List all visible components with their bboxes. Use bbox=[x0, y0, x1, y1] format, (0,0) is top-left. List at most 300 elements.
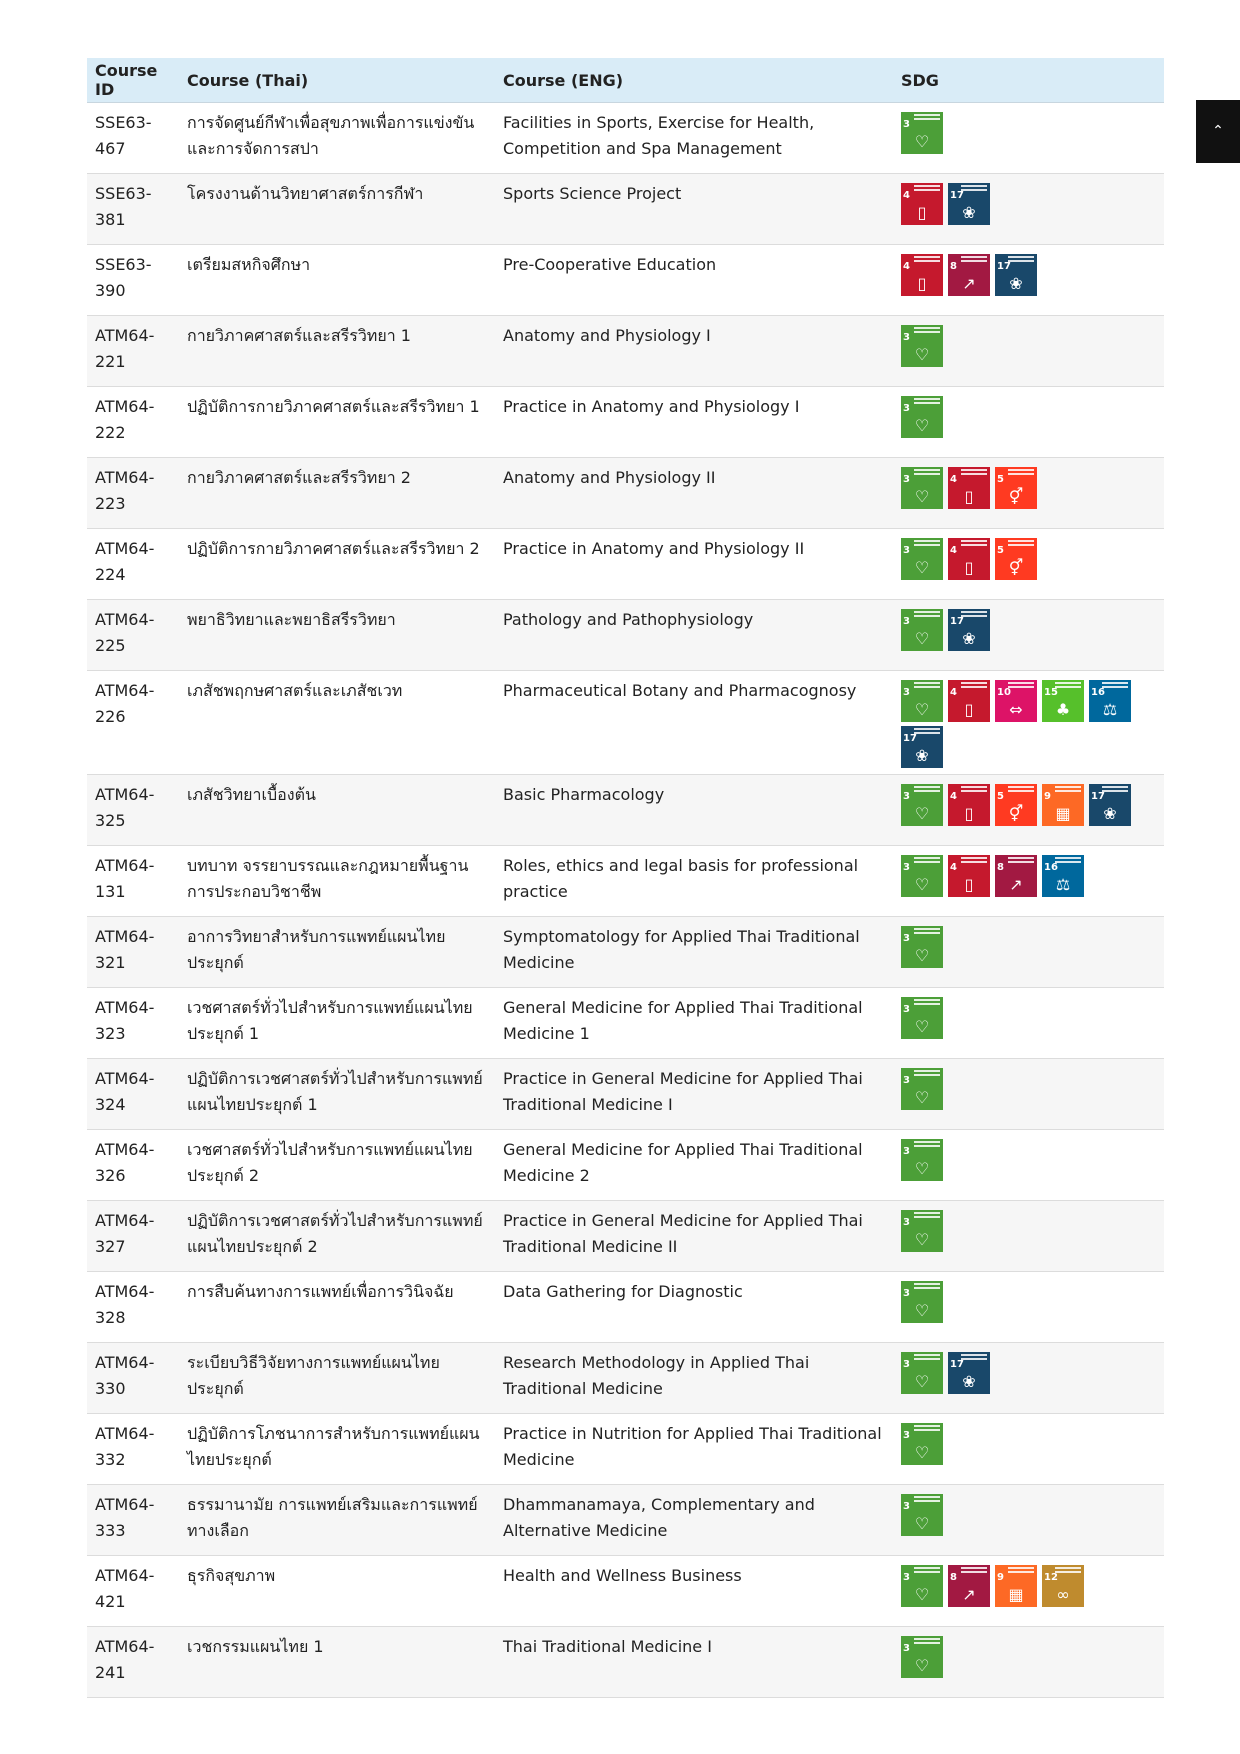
cubes-icon: ▦ bbox=[1008, 1585, 1024, 1604]
course-thai-cell: บทบาท จรรยาบรรณและกฎหมายพื้นฐานการประกอบวิชาชีพ bbox=[179, 846, 495, 917]
course-id-cell: ATM64-333 bbox=[87, 1485, 179, 1556]
course-table-container bbox=[87, 58, 1164, 1698]
course-thai-cell: เตรียมสหกิจศึกษา bbox=[179, 245, 495, 316]
sdg-number: 4 bbox=[950, 687, 957, 698]
sdg-number: 4 bbox=[950, 474, 957, 485]
sdg-caption-lines bbox=[1008, 786, 1034, 792]
course-eng-cell: Anatomy and Physiology I bbox=[495, 316, 893, 387]
course-table bbox=[87, 58, 1164, 1698]
course-id-cell: SSE63-390 bbox=[87, 245, 179, 316]
heartbeat-icon: ♡ bbox=[914, 132, 930, 151]
course-id-cell: ATM64-332 bbox=[87, 1414, 179, 1485]
course-id-cell: ATM64-328 bbox=[87, 1272, 179, 1343]
sdg-icon-list bbox=[901, 538, 1131, 580]
course-eng-cell: Data Gathering for Diagnostic bbox=[495, 1272, 893, 1343]
course-thai-cell: เภสัชพฤกษศาสตร์และเภสัชเวท bbox=[179, 671, 495, 775]
sdg-caption-lines bbox=[914, 256, 940, 262]
book-icon: ▯ bbox=[964, 875, 974, 894]
course-id-cell: ATM64-241 bbox=[87, 1627, 179, 1698]
chevron-up-icon: ⌃ bbox=[1212, 123, 1224, 139]
course-eng-cell: General Medicine for Applied Thai Traditional Medicine 2 bbox=[495, 1130, 893, 1201]
table-row bbox=[87, 1201, 1164, 1272]
sdg-number: 9 bbox=[997, 1572, 1004, 1583]
sdg-caption-lines bbox=[914, 398, 940, 404]
gender-icon: ⚥ bbox=[1008, 487, 1024, 506]
heartbeat-icon: ♡ bbox=[914, 416, 930, 435]
sdg-icon-list bbox=[901, 609, 1131, 651]
sdg-number: 5 bbox=[997, 545, 1004, 556]
heartbeat-icon: ♡ bbox=[914, 946, 930, 965]
sdg-3-heartbeat-icon bbox=[901, 1139, 943, 1181]
sdg-17-flower-rings-icon bbox=[948, 609, 990, 651]
sdg-number: 16 bbox=[1091, 687, 1105, 698]
book-icon: ▯ bbox=[964, 558, 974, 577]
course-id-cell: ATM64-221 bbox=[87, 316, 179, 387]
book-icon: ▯ bbox=[917, 203, 927, 222]
sdg-3-heartbeat-icon bbox=[901, 467, 943, 509]
course-eng-cell: Research Methodology in Applied Thai Traditional Medicine bbox=[495, 1343, 893, 1414]
sdg-cell bbox=[893, 671, 1164, 775]
course-eng-cell: General Medicine for Applied Thai Traditional Medicine 1 bbox=[495, 988, 893, 1059]
sdg-caption-lines bbox=[914, 1496, 940, 1502]
sdg-number: 3 bbox=[903, 474, 910, 485]
sdg-3-heartbeat-icon bbox=[901, 609, 943, 651]
book-icon: ▯ bbox=[964, 700, 974, 719]
heartbeat-icon: ♡ bbox=[914, 1159, 930, 1178]
sdg-caption-lines bbox=[914, 857, 940, 863]
course-id-cell: ATM64-330 bbox=[87, 1343, 179, 1414]
course-thai-cell: ปฏิบัติการโภชนาการสำหรับการแพทย์แผนไทยประยุกต์ bbox=[179, 1414, 495, 1485]
heartbeat-icon: ♡ bbox=[914, 487, 930, 506]
course-thai-cell: เวชกรรมแผนไทย 1 bbox=[179, 1627, 495, 1698]
sdg-3-heartbeat-icon bbox=[901, 1423, 943, 1465]
sdg-caption-lines bbox=[914, 185, 940, 191]
sdg-3-heartbeat-icon bbox=[901, 680, 943, 722]
gender-icon: ⚥ bbox=[1008, 804, 1024, 823]
sdg-cell bbox=[893, 1627, 1164, 1698]
course-id-cell: ATM64-223 bbox=[87, 458, 179, 529]
course-thai-cell: ปฏิบัติการเวชศาสตร์ทั่วไปสำหรับการแพทย์แผนไทยประยุกต์ 1 bbox=[179, 1059, 495, 1130]
heartbeat-icon: ♡ bbox=[914, 558, 930, 577]
sdg-number: 17 bbox=[903, 733, 917, 744]
sdg-4-book-icon bbox=[901, 183, 943, 225]
table-body bbox=[87, 103, 1164, 1698]
course-thai-cell: กายวิภาคศาสตร์และสรีรวิทยา 2 bbox=[179, 458, 495, 529]
flower-rings-icon: ❀ bbox=[962, 1372, 976, 1391]
table-row bbox=[87, 1059, 1164, 1130]
course-id-cell: ATM64-225 bbox=[87, 600, 179, 671]
header-sdg: SDG bbox=[893, 58, 1164, 103]
sdg-3-heartbeat-icon bbox=[901, 1210, 943, 1252]
sdg-caption-lines bbox=[914, 1567, 940, 1573]
course-eng-cell: Thai Traditional Medicine I bbox=[495, 1627, 893, 1698]
course-id-cell: ATM64-222 bbox=[87, 387, 179, 458]
sdg-number: 3 bbox=[903, 1359, 910, 1370]
sdg-3-heartbeat-icon bbox=[901, 855, 943, 897]
sdg-caption-lines bbox=[1008, 469, 1034, 475]
table-row bbox=[87, 1130, 1164, 1201]
sdg-4-book-icon bbox=[948, 855, 990, 897]
sdg-number: 17 bbox=[950, 190, 964, 201]
sdg-caption-lines bbox=[914, 786, 940, 792]
sdg-caption-lines bbox=[914, 928, 940, 934]
sdg-17-flower-rings-icon bbox=[1089, 784, 1131, 826]
sdg-number: 3 bbox=[903, 119, 910, 130]
heartbeat-icon: ♡ bbox=[914, 804, 930, 823]
sdg-caption-lines bbox=[1102, 682, 1128, 688]
sdg-caption-lines bbox=[1008, 540, 1034, 546]
course-thai-cell: ปฏิบัติการกายวิภาคศาสตร์และสรีรวิทยา 2 bbox=[179, 529, 495, 600]
course-thai-cell: เวชศาสตร์ทั่วไปสำหรับการแพทย์แผนไทยประยุกต์ 1 bbox=[179, 988, 495, 1059]
sdg-cell bbox=[893, 458, 1164, 529]
course-id-cell: ATM64-324 bbox=[87, 1059, 179, 1130]
course-id-cell: ATM64-226 bbox=[87, 671, 179, 775]
heartbeat-icon: ♡ bbox=[914, 1443, 930, 1462]
sdg-icon-list bbox=[901, 1565, 1131, 1607]
course-eng-cell: Practice in General Medicine for Applied Thai Traditional Medicine II bbox=[495, 1201, 893, 1272]
heartbeat-icon: ♡ bbox=[914, 1656, 930, 1675]
sdg-icon-list bbox=[901, 855, 1131, 897]
sdg-4-book-icon bbox=[948, 680, 990, 722]
table-row bbox=[87, 458, 1164, 529]
course-eng-cell: Sports Science Project bbox=[495, 174, 893, 245]
sdg-3-heartbeat-icon bbox=[901, 926, 943, 968]
heartbeat-icon: ♡ bbox=[914, 700, 930, 719]
sdg-caption-lines bbox=[914, 114, 940, 120]
sdg-icon-list bbox=[901, 680, 1131, 768]
sdg-cell bbox=[893, 1130, 1164, 1201]
table-row bbox=[87, 600, 1164, 671]
sdg-9-cubes-icon bbox=[995, 1565, 1037, 1607]
sdg-cell bbox=[893, 1556, 1164, 1627]
course-eng-cell: Facilities in Sports, Exercise for Health, Competition and Spa Management bbox=[495, 103, 893, 174]
heartbeat-icon: ♡ bbox=[914, 875, 930, 894]
sdg-caption-lines bbox=[914, 611, 940, 617]
sdg-number: 3 bbox=[903, 687, 910, 698]
course-thai-cell: กายวิภาคศาสตร์และสรีรวิทยา 1 bbox=[179, 316, 495, 387]
sdg-4-book-icon bbox=[948, 538, 990, 580]
table-header-row bbox=[87, 58, 1164, 103]
sdg-caption-lines bbox=[914, 1425, 940, 1431]
sdg-3-heartbeat-icon bbox=[901, 997, 943, 1039]
sdg-icon-list bbox=[901, 1068, 1131, 1110]
course-eng-cell: Health and Wellness Business bbox=[495, 1556, 893, 1627]
sdg-3-heartbeat-icon bbox=[901, 1352, 943, 1394]
tree-icon: ♣ bbox=[1055, 700, 1071, 719]
sdg-cell bbox=[893, 387, 1164, 458]
table-row bbox=[87, 316, 1164, 387]
sdg-caption-lines bbox=[961, 540, 987, 546]
sdg-number: 16 bbox=[1044, 862, 1058, 873]
sdg-icon-list bbox=[901, 997, 1131, 1039]
table-row bbox=[87, 1343, 1164, 1414]
table-row bbox=[87, 988, 1164, 1059]
sdg-icon-list bbox=[901, 396, 1131, 438]
heartbeat-icon: ♡ bbox=[914, 345, 930, 364]
course-id-cell: ATM64-421 bbox=[87, 1556, 179, 1627]
sdg-3-heartbeat-icon bbox=[901, 112, 943, 154]
sdg-number: 3 bbox=[903, 1217, 910, 1228]
course-id-cell: ATM64-325 bbox=[87, 775, 179, 846]
flower-rings-icon: ❀ bbox=[915, 746, 929, 765]
sdg-3-heartbeat-icon bbox=[901, 1281, 943, 1323]
sdg-caption-lines bbox=[1008, 1567, 1034, 1573]
course-thai-cell: ปฏิบัติการเวชศาสตร์ทั่วไปสำหรับการแพทย์แผนไทยประยุกต์ 2 bbox=[179, 1201, 495, 1272]
sdg-icon-list bbox=[901, 784, 1131, 826]
sdg-10-equality-arrows-icon bbox=[995, 680, 1037, 722]
sdg-number: 4 bbox=[950, 545, 957, 556]
sdg-cell bbox=[893, 600, 1164, 671]
table-row bbox=[87, 245, 1164, 316]
course-eng-cell: Dhammanamaya, Complementary and Alternative Medicine bbox=[495, 1485, 893, 1556]
sdg-4-book-icon bbox=[948, 467, 990, 509]
sdg-icon-list bbox=[901, 325, 1131, 367]
sdg-number: 3 bbox=[903, 403, 910, 414]
course-id-cell: SSE63-467 bbox=[87, 103, 179, 174]
book-icon: ▯ bbox=[917, 274, 927, 293]
header-course-thai: Course (Thai) bbox=[179, 58, 495, 103]
course-eng-cell: Practice in Anatomy and Physiology I bbox=[495, 387, 893, 458]
course-eng-cell: Basic Pharmacology bbox=[495, 775, 893, 846]
sdg-3-heartbeat-icon bbox=[901, 1565, 943, 1607]
flower-rings-icon: ❀ bbox=[1103, 804, 1117, 823]
sdg-number: 8 bbox=[950, 261, 957, 272]
sdg-caption-lines bbox=[1055, 682, 1081, 688]
sdg-icon-list bbox=[901, 1139, 1131, 1181]
sdg-cell bbox=[893, 1272, 1164, 1343]
course-thai-cell: เภสัชวิทยาเบื้องต้น bbox=[179, 775, 495, 846]
course-eng-cell: Pre-Cooperative Education bbox=[495, 245, 893, 316]
sdg-15-tree-icon bbox=[1042, 680, 1084, 722]
sdg-caption-lines bbox=[961, 1354, 987, 1360]
sdg-number: 3 bbox=[903, 545, 910, 556]
table-row bbox=[87, 917, 1164, 988]
sdg-number: 4 bbox=[903, 261, 910, 272]
sdg-9-cubes-icon bbox=[1042, 784, 1084, 826]
sdg-caption-lines bbox=[1008, 682, 1034, 688]
sdg-cell bbox=[893, 1059, 1164, 1130]
sdg-17-flower-rings-icon bbox=[995, 254, 1037, 296]
table-row bbox=[87, 1485, 1164, 1556]
sdg-3-heartbeat-icon bbox=[901, 1636, 943, 1678]
book-icon: ▯ bbox=[964, 487, 974, 506]
course-thai-cell: พยาธิวิทยาและพยาธิสรีรวิทยา bbox=[179, 600, 495, 671]
heartbeat-icon: ♡ bbox=[914, 1088, 930, 1107]
sdg-number: 5 bbox=[997, 791, 1004, 802]
sdg-number: 3 bbox=[903, 1501, 910, 1512]
sdg-caption-lines bbox=[914, 999, 940, 1005]
sdg-4-book-icon bbox=[948, 784, 990, 826]
table-row bbox=[87, 671, 1164, 775]
table-row bbox=[87, 387, 1164, 458]
sdg-icon-list bbox=[901, 1636, 1131, 1678]
sdg-16-dove-gavel-icon bbox=[1089, 680, 1131, 722]
sdg-number: 3 bbox=[903, 1004, 910, 1015]
sdg-number: 3 bbox=[903, 1572, 910, 1583]
sdg-cell bbox=[893, 988, 1164, 1059]
sdg-3-heartbeat-icon bbox=[901, 325, 943, 367]
sdg-caption-lines bbox=[1055, 857, 1081, 863]
sdg-number: 8 bbox=[997, 862, 1004, 873]
table-row bbox=[87, 1627, 1164, 1698]
sdg-icon-list bbox=[901, 1494, 1131, 1536]
table-row bbox=[87, 1414, 1164, 1485]
sdg-caption-lines bbox=[1055, 1567, 1081, 1573]
sdg-caption-lines bbox=[961, 469, 987, 475]
sdg-3-heartbeat-icon bbox=[901, 784, 943, 826]
sdg-icon-list bbox=[901, 1352, 1131, 1394]
sdg-cell bbox=[893, 245, 1164, 316]
table-row bbox=[87, 1272, 1164, 1343]
sdg-caption-lines bbox=[914, 1354, 940, 1360]
sdg-icon-list bbox=[901, 467, 1131, 509]
course-id-cell: ATM64-224 bbox=[87, 529, 179, 600]
sdg-17-flower-rings-icon bbox=[948, 183, 990, 225]
sdg-cell bbox=[893, 1485, 1164, 1556]
table-row bbox=[87, 103, 1164, 174]
growth-chart-icon: ↗ bbox=[962, 274, 976, 293]
sdg-cell bbox=[893, 1343, 1164, 1414]
sdg-number: 9 bbox=[1044, 791, 1051, 802]
sdg-number: 3 bbox=[903, 616, 910, 627]
sdg-icon-list bbox=[901, 112, 1131, 154]
sdg-caption-lines bbox=[914, 1070, 940, 1076]
course-thai-cell: ธรรมานามัย การแพทย์เสริมและการแพทย์ทางเลือก bbox=[179, 1485, 495, 1556]
sdg-caption-lines bbox=[1102, 786, 1128, 792]
sdg-cell bbox=[893, 316, 1164, 387]
sdg-3-heartbeat-icon bbox=[901, 1068, 943, 1110]
sdg-number: 17 bbox=[950, 1359, 964, 1370]
table-row bbox=[87, 1556, 1164, 1627]
sdg-number: 17 bbox=[997, 261, 1011, 272]
sdg-cell bbox=[893, 1414, 1164, 1485]
heartbeat-icon: ♡ bbox=[914, 1017, 930, 1036]
sdg-number: 15 bbox=[1044, 687, 1058, 698]
sdg-number: 3 bbox=[903, 332, 910, 343]
sdg-number: 5 bbox=[997, 474, 1004, 485]
sdg-caption-lines bbox=[961, 786, 987, 792]
sdg-number: 3 bbox=[903, 1288, 910, 1299]
course-eng-cell: Symptomatology for Applied Thai Traditional Medicine bbox=[495, 917, 893, 988]
course-id-cell: ATM64-327 bbox=[87, 1201, 179, 1272]
back-to-top-button[interactable] bbox=[1196, 100, 1240, 163]
course-eng-cell: Pharmaceutical Botany and Pharmacognosy bbox=[495, 671, 893, 775]
equality-arrows-icon: ⇔ bbox=[1009, 700, 1023, 719]
sdg-number: 4 bbox=[950, 791, 957, 802]
infinity-icon: ∞ bbox=[1056, 1585, 1070, 1604]
dove-gavel-icon: ⚖ bbox=[1055, 875, 1071, 894]
cubes-icon: ▦ bbox=[1055, 804, 1071, 823]
sdg-cell bbox=[893, 775, 1164, 846]
sdg-12-infinity-icon bbox=[1042, 1565, 1084, 1607]
sdg-17-flower-rings-icon bbox=[901, 726, 943, 768]
sdg-number: 17 bbox=[950, 616, 964, 627]
book-icon: ▯ bbox=[964, 804, 974, 823]
heartbeat-icon: ♡ bbox=[914, 1514, 930, 1533]
sdg-caption-lines bbox=[1008, 857, 1034, 863]
sdg-icon-list bbox=[901, 1423, 1131, 1465]
course-thai-cell: การสืบค้นทางการแพทย์เพื่อการวินิจฉัย bbox=[179, 1272, 495, 1343]
sdg-number: 3 bbox=[903, 933, 910, 944]
sdg-cell bbox=[893, 174, 1164, 245]
header-course-eng: Course (ENG) bbox=[495, 58, 893, 103]
sdg-17-flower-rings-icon bbox=[948, 1352, 990, 1394]
sdg-16-dove-gavel-icon bbox=[1042, 855, 1084, 897]
sdg-cell bbox=[893, 529, 1164, 600]
course-eng-cell: Pathology and Pathophysiology bbox=[495, 600, 893, 671]
sdg-5-gender-icon bbox=[995, 784, 1037, 826]
sdg-caption-lines bbox=[961, 682, 987, 688]
sdg-caption-lines bbox=[914, 1283, 940, 1289]
heartbeat-icon: ♡ bbox=[914, 1230, 930, 1249]
sdg-8-growth-chart-icon bbox=[948, 254, 990, 296]
sdg-3-heartbeat-icon bbox=[901, 1494, 943, 1536]
gender-icon: ⚥ bbox=[1008, 558, 1024, 577]
sdg-caption-lines bbox=[914, 327, 940, 333]
sdg-cell bbox=[893, 103, 1164, 174]
header-course-id: Course ID bbox=[87, 58, 179, 103]
sdg-number: 12 bbox=[1044, 1572, 1058, 1583]
sdg-caption-lines bbox=[961, 1567, 987, 1573]
course-thai-cell: อาการวิทยาสำหรับการแพทย์แผนไทยประยุกต์ bbox=[179, 917, 495, 988]
flower-rings-icon: ❀ bbox=[962, 203, 976, 222]
sdg-number: 4 bbox=[903, 190, 910, 201]
sdg-caption-lines bbox=[914, 1638, 940, 1644]
table-row bbox=[87, 529, 1164, 600]
sdg-cell bbox=[893, 1201, 1164, 1272]
course-eng-cell: Roles, ethics and legal basis for professional practice bbox=[495, 846, 893, 917]
sdg-3-heartbeat-icon bbox=[901, 538, 943, 580]
course-thai-cell: ระเบียบวิธีวิจัยทางการแพทย์แผนไทยประยุกต์ bbox=[179, 1343, 495, 1414]
sdg-icon-list bbox=[901, 926, 1131, 968]
sdg-caption-lines bbox=[961, 857, 987, 863]
sdg-number: 3 bbox=[903, 1075, 910, 1086]
sdg-number: 4 bbox=[950, 862, 957, 873]
flower-rings-icon: ❀ bbox=[1009, 274, 1023, 293]
course-id-cell: ATM64-323 bbox=[87, 988, 179, 1059]
sdg-caption-lines bbox=[1055, 786, 1081, 792]
sdg-caption-lines bbox=[914, 728, 940, 734]
sdg-8-growth-chart-icon bbox=[995, 855, 1037, 897]
sdg-caption-lines bbox=[914, 682, 940, 688]
sdg-cell bbox=[893, 846, 1164, 917]
course-thai-cell: ปฏิบัติการกายวิภาคศาสตร์และสรีรวิทยา 1 bbox=[179, 387, 495, 458]
course-id-cell: ATM64-326 bbox=[87, 1130, 179, 1201]
sdg-caption-lines bbox=[914, 469, 940, 475]
growth-chart-icon: ↗ bbox=[1009, 875, 1023, 894]
sdg-5-gender-icon bbox=[995, 538, 1037, 580]
sdg-5-gender-icon bbox=[995, 467, 1037, 509]
sdg-icon-list bbox=[901, 183, 1131, 225]
sdg-number: 3 bbox=[903, 1643, 910, 1654]
sdg-number: 8 bbox=[950, 1572, 957, 1583]
heartbeat-icon: ♡ bbox=[914, 629, 930, 648]
sdg-8-growth-chart-icon bbox=[948, 1565, 990, 1607]
sdg-caption-lines bbox=[914, 1212, 940, 1218]
sdg-icon-list bbox=[901, 254, 1131, 296]
sdg-number: 3 bbox=[903, 862, 910, 873]
course-id-cell: ATM64-131 bbox=[87, 846, 179, 917]
sdg-number: 3 bbox=[903, 1430, 910, 1441]
heartbeat-icon: ♡ bbox=[914, 1301, 930, 1320]
sdg-icon-list bbox=[901, 1281, 1131, 1323]
course-thai-cell: ธุรกิจสุขภาพ bbox=[179, 1556, 495, 1627]
growth-chart-icon: ↗ bbox=[962, 1585, 976, 1604]
course-eng-cell: Anatomy and Physiology II bbox=[495, 458, 893, 529]
sdg-caption-lines bbox=[961, 611, 987, 617]
sdg-number: 3 bbox=[903, 1146, 910, 1157]
sdg-number: 17 bbox=[1091, 791, 1105, 802]
